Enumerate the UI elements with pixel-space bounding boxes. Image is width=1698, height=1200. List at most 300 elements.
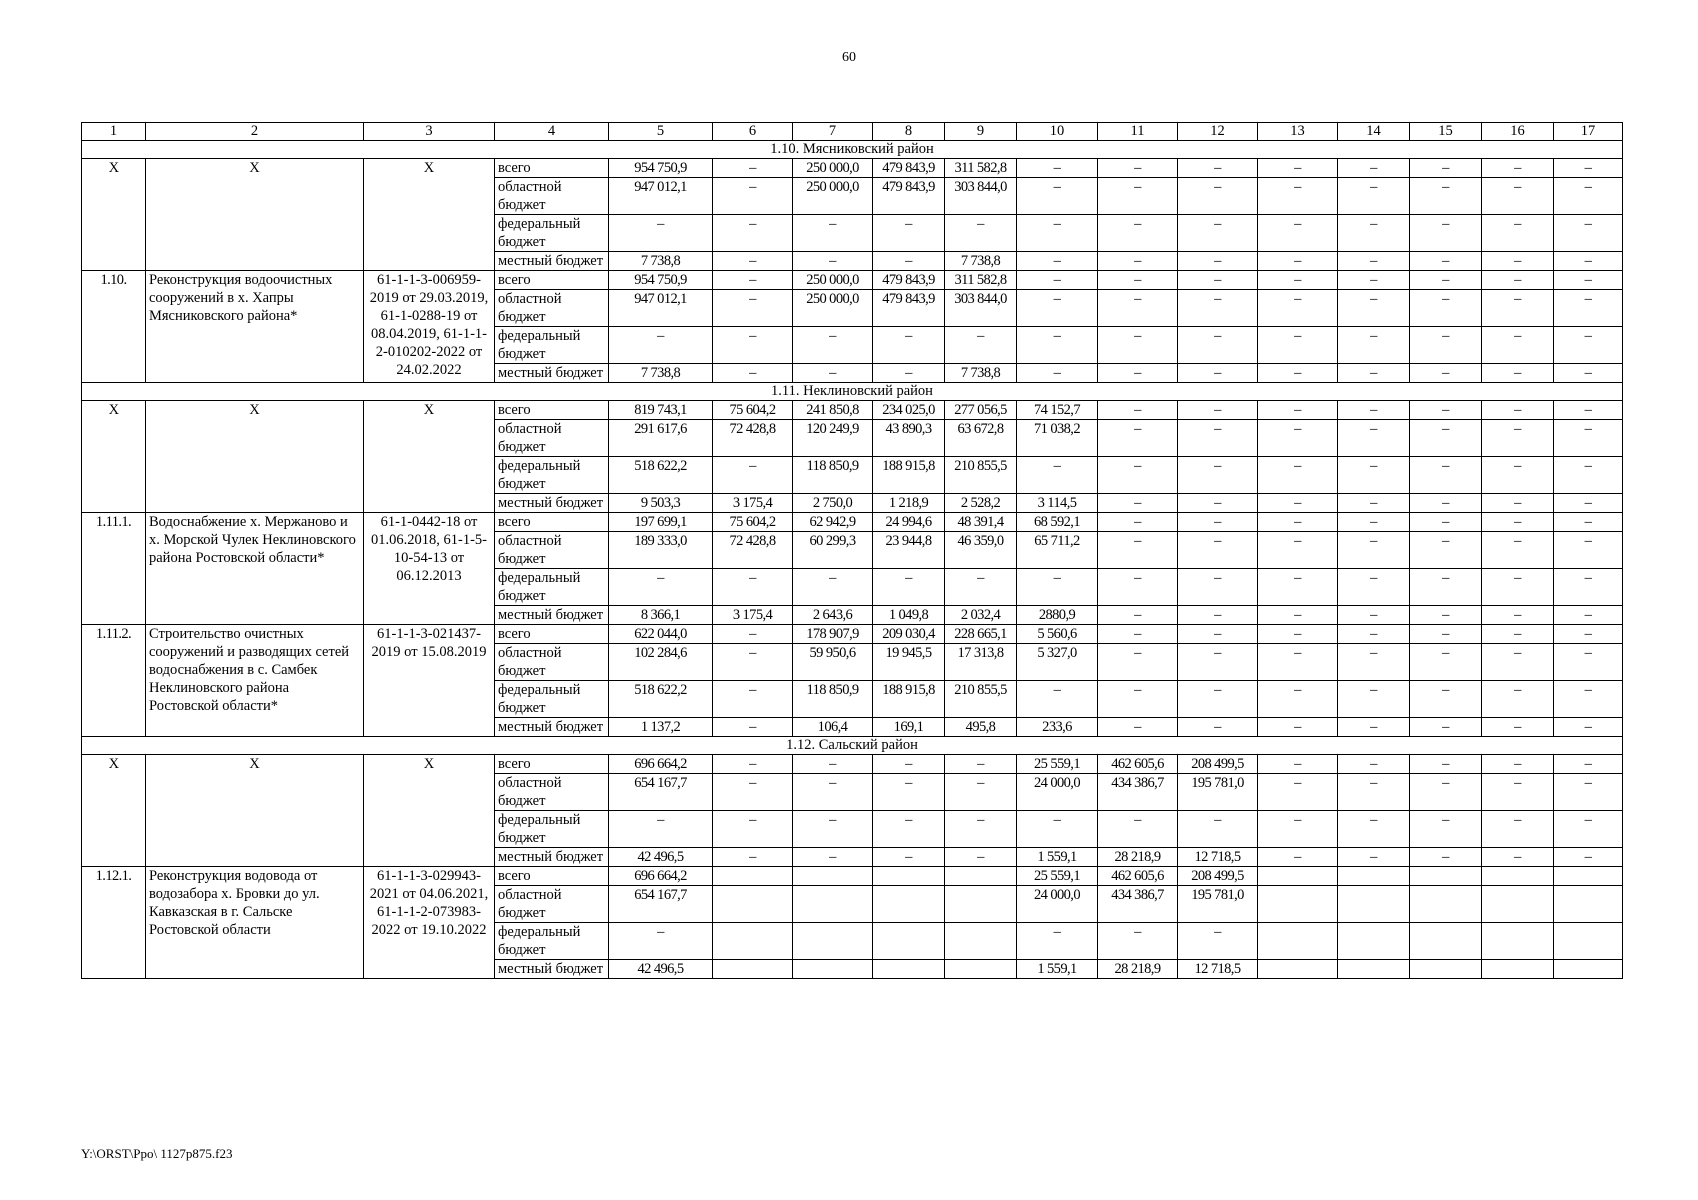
value-cell: – <box>1098 364 1178 383</box>
value-cell: – <box>713 290 793 327</box>
value-cell: – <box>1017 457 1098 494</box>
value-cell: 311 582,8 <box>945 159 1017 178</box>
section-title: 1.12. Сальский район <box>82 737 1623 755</box>
object-name: Х <box>146 159 364 271</box>
row-number: Х <box>82 401 146 513</box>
column-number-cell: 5 <box>609 123 713 141</box>
value-cell: – <box>1178 923 1258 960</box>
value-cell: 303 844,0 <box>945 290 1017 327</box>
row-number: Х <box>82 755 146 867</box>
value-cell: – <box>1017 364 1098 383</box>
value-cell: 7 738,8 <box>609 252 713 271</box>
value-cell: 1 137,2 <box>609 718 713 737</box>
funding-category: всего <box>495 625 609 644</box>
value-cell: 654 167,7 <box>609 886 713 923</box>
value-cell: – <box>1410 494 1482 513</box>
value-cell: – <box>713 271 793 290</box>
value-cell: – <box>1017 252 1098 271</box>
value-cell: – <box>1554 569 1623 606</box>
value-cell: 72 428,8 <box>713 532 793 569</box>
value-cell <box>793 886 873 923</box>
value-cell: – <box>1338 178 1410 215</box>
value-cell: – <box>1482 290 1554 327</box>
document-reference: Х <box>364 755 495 867</box>
value-cell: 210 855,5 <box>945 681 1017 718</box>
column-number-cell: 9 <box>945 123 1017 141</box>
value-cell: – <box>1338 420 1410 457</box>
value-cell: 48 391,4 <box>945 513 1017 532</box>
value-cell: – <box>1338 681 1410 718</box>
value-cell: 947 012,1 <box>609 290 713 327</box>
value-cell: – <box>1178 252 1258 271</box>
value-cell: 228 665,1 <box>945 625 1017 644</box>
value-cell: – <box>609 569 713 606</box>
object-name: Х <box>146 401 364 513</box>
object-name: Водоснабжение х. Мержаново и х. Морской Чулек Неклиновского района Ростовской области* <box>146 513 364 625</box>
value-cell: – <box>713 215 793 252</box>
value-cell: – <box>1410 364 1482 383</box>
value-cell: – <box>873 811 945 848</box>
funding-category: областной бюджет <box>495 886 609 923</box>
value-cell <box>713 886 793 923</box>
value-cell: 208 499,5 <box>1178 755 1258 774</box>
value-cell: – <box>1554 401 1623 420</box>
section-header-row <box>82 141 1623 159</box>
value-cell: 197 699,1 <box>609 513 713 532</box>
value-cell: – <box>1178 644 1258 681</box>
funding-category: местный бюджет <box>495 960 609 979</box>
value-cell: – <box>713 327 793 364</box>
value-cell: 195 781,0 <box>1178 886 1258 923</box>
value-cell: – <box>1258 681 1338 718</box>
value-cell <box>945 867 1017 886</box>
value-cell: 178 907,9 <box>793 625 873 644</box>
value-cell: – <box>1554 606 1623 625</box>
value-cell: – <box>713 569 793 606</box>
value-cell: – <box>1178 290 1258 327</box>
value-cell: – <box>1554 159 1623 178</box>
value-cell: 518 622,2 <box>609 457 713 494</box>
value-cell: 106,4 <box>793 718 873 737</box>
value-cell: 954 750,9 <box>609 159 713 178</box>
document-reference: 61-1-1-3-029943-2021 от 04.06.2021, 61-1-1-2-073983-2022 от 19.10.2022 <box>364 867 495 979</box>
value-cell: – <box>1482 178 1554 215</box>
section-header-row <box>82 383 1623 401</box>
value-cell: 1 559,1 <box>1017 960 1098 979</box>
value-cell: 42 496,5 <box>609 848 713 867</box>
value-cell <box>945 923 1017 960</box>
value-cell: – <box>1554 513 1623 532</box>
value-cell: – <box>1554 625 1623 644</box>
table-row <box>82 271 1623 290</box>
value-cell: – <box>793 755 873 774</box>
value-cell: 12 718,5 <box>1178 960 1258 979</box>
funding-category: областной бюджет <box>495 644 609 681</box>
value-cell: 303 844,0 <box>945 178 1017 215</box>
value-cell: – <box>1178 513 1258 532</box>
column-number-cell: 14 <box>1338 123 1410 141</box>
row-number: Х <box>82 159 146 271</box>
value-cell: – <box>1178 718 1258 737</box>
value-cell: 2880,9 <box>1017 606 1098 625</box>
value-cell: – <box>609 923 713 960</box>
value-cell: 65 711,2 <box>1017 532 1098 569</box>
value-cell: – <box>1338 718 1410 737</box>
value-cell: – <box>1258 271 1338 290</box>
value-cell: – <box>1017 215 1098 252</box>
value-cell <box>1338 923 1410 960</box>
value-cell: 947 012,1 <box>609 178 713 215</box>
value-cell <box>793 960 873 979</box>
value-cell: – <box>1178 327 1258 364</box>
value-cell <box>873 960 945 979</box>
column-number-cell: 10 <box>1017 123 1098 141</box>
value-cell: 75 604,2 <box>713 513 793 532</box>
value-cell: – <box>873 569 945 606</box>
value-cell: – <box>1098 271 1178 290</box>
funding-category: всего <box>495 401 609 420</box>
value-cell: – <box>1554 532 1623 569</box>
value-cell: – <box>1410 159 1482 178</box>
value-cell: – <box>1482 420 1554 457</box>
value-cell: – <box>1554 271 1623 290</box>
value-cell: 12 718,5 <box>1178 848 1258 867</box>
value-cell: – <box>1410 569 1482 606</box>
value-cell: – <box>713 159 793 178</box>
value-cell: 28 218,9 <box>1098 848 1178 867</box>
document-reference: 61-1-1-3-021437-2019 от 15.08.2019 <box>364 625 495 737</box>
value-cell: 479 843,9 <box>873 290 945 327</box>
value-cell: – <box>1482 811 1554 848</box>
value-cell: – <box>1410 420 1482 457</box>
value-cell: 120 249,9 <box>793 420 873 457</box>
value-cell <box>1258 960 1338 979</box>
value-cell <box>1258 886 1338 923</box>
value-cell: – <box>1338 494 1410 513</box>
value-cell: – <box>1017 159 1098 178</box>
value-cell: – <box>793 848 873 867</box>
value-cell: – <box>873 848 945 867</box>
value-cell: 479 843,9 <box>873 271 945 290</box>
value-cell: – <box>1258 606 1338 625</box>
value-cell: 234 025,0 <box>873 401 945 420</box>
value-cell: – <box>1410 718 1482 737</box>
funding-category: всего <box>495 271 609 290</box>
value-cell: – <box>793 252 873 271</box>
value-cell <box>1338 960 1410 979</box>
value-cell: – <box>945 215 1017 252</box>
value-cell: – <box>1554 811 1623 848</box>
value-cell <box>1482 923 1554 960</box>
row-number: 1.10. <box>82 271 146 383</box>
value-cell: – <box>1338 457 1410 494</box>
value-cell: 19 945,5 <box>873 644 945 681</box>
value-cell <box>793 867 873 886</box>
funding-category: местный бюджет <box>495 364 609 383</box>
value-cell: 42 496,5 <box>609 960 713 979</box>
value-cell: – <box>1410 178 1482 215</box>
value-cell: 434 386,7 <box>1098 774 1178 811</box>
value-cell: – <box>793 327 873 364</box>
value-cell: – <box>1098 252 1178 271</box>
value-cell: 75 604,2 <box>713 401 793 420</box>
value-cell: – <box>1178 457 1258 494</box>
value-cell: 24 000,0 <box>1017 774 1098 811</box>
value-cell: 24 000,0 <box>1017 886 1098 923</box>
value-cell: – <box>1178 681 1258 718</box>
value-cell: – <box>1017 681 1098 718</box>
value-cell: – <box>1178 159 1258 178</box>
table-row <box>82 755 1623 774</box>
table-row <box>82 513 1623 532</box>
value-cell <box>1482 886 1554 923</box>
value-cell: – <box>1017 569 1098 606</box>
value-cell <box>1258 867 1338 886</box>
document-reference: 61-1-1-3-006959-2019 от 29.03.2019, 61-1-0288-19 от 08.04.2019, 61-1-1-2-010202-2022 от 24.02.2022 <box>364 271 495 383</box>
value-cell: 169,1 <box>873 718 945 737</box>
column-number-cell: 12 <box>1178 123 1258 141</box>
value-cell: – <box>1258 364 1338 383</box>
value-cell: – <box>1554 215 1623 252</box>
value-cell: – <box>793 569 873 606</box>
funding-category: областной бюджет <box>495 532 609 569</box>
value-cell: 9 503,3 <box>609 494 713 513</box>
value-cell: – <box>1482 271 1554 290</box>
value-cell: – <box>945 774 1017 811</box>
value-cell: 102 284,6 <box>609 644 713 681</box>
value-cell: 462 605,6 <box>1098 867 1178 886</box>
value-cell: – <box>1178 494 1258 513</box>
value-cell: 25 559,1 <box>1017 755 1098 774</box>
funding-category: всего <box>495 867 609 886</box>
value-cell: – <box>1258 644 1338 681</box>
value-cell <box>713 960 793 979</box>
value-cell: – <box>793 774 873 811</box>
value-cell: – <box>1482 532 1554 569</box>
value-cell <box>1554 923 1623 960</box>
value-cell: – <box>1554 494 1623 513</box>
table-body <box>82 123 1623 979</box>
column-number-cell: 15 <box>1410 123 1482 141</box>
table-row <box>82 867 1623 886</box>
value-cell <box>1410 886 1482 923</box>
value-cell: 434 386,7 <box>1098 886 1178 923</box>
value-cell: – <box>713 811 793 848</box>
value-cell: – <box>1098 159 1178 178</box>
footer-file-path: Y:\ORST\Ppo\ 1127p875.f23 <box>81 1146 233 1161</box>
value-cell: 71 038,2 <box>1017 420 1098 457</box>
value-cell <box>1410 960 1482 979</box>
value-cell: – <box>1017 811 1098 848</box>
value-cell: – <box>873 327 945 364</box>
funding-category: всего <box>495 159 609 178</box>
value-cell: – <box>1482 718 1554 737</box>
value-cell: – <box>1338 774 1410 811</box>
value-cell: – <box>1482 252 1554 271</box>
value-cell: 2 750,0 <box>793 494 873 513</box>
funding-category: областной бюджет <box>495 774 609 811</box>
value-cell: – <box>1554 718 1623 737</box>
value-cell: 1 218,9 <box>873 494 945 513</box>
object-name: Реконструкция водовода от водозабора х. Бровки до ул. Кавказская в г. Сальске Ростовской области <box>146 867 364 979</box>
document-reference: Х <box>364 159 495 271</box>
value-cell: – <box>1258 215 1338 252</box>
value-cell: – <box>1178 606 1258 625</box>
column-number-cell: 17 <box>1554 123 1623 141</box>
value-cell: – <box>609 327 713 364</box>
column-number-cell: 11 <box>1098 123 1178 141</box>
value-cell: – <box>713 848 793 867</box>
value-cell: 954 750,9 <box>609 271 713 290</box>
value-cell <box>1554 886 1623 923</box>
value-cell: – <box>1338 644 1410 681</box>
value-cell <box>945 960 1017 979</box>
column-number-cell: 4 <box>495 123 609 141</box>
column-number-cell: 7 <box>793 123 873 141</box>
value-cell: – <box>1338 625 1410 644</box>
value-cell <box>1482 960 1554 979</box>
value-cell: – <box>713 252 793 271</box>
value-cell: 250 000,0 <box>793 271 873 290</box>
value-cell: – <box>713 364 793 383</box>
value-cell: – <box>1338 848 1410 867</box>
value-cell: 462 605,6 <box>1098 755 1178 774</box>
value-cell: 2 528,2 <box>945 494 1017 513</box>
value-cell: – <box>1098 532 1178 569</box>
value-cell: – <box>713 625 793 644</box>
value-cell: – <box>1410 811 1482 848</box>
value-cell: – <box>713 681 793 718</box>
value-cell: – <box>1410 290 1482 327</box>
column-number-cell: 6 <box>713 123 793 141</box>
value-cell: – <box>1554 327 1623 364</box>
value-cell: 479 843,9 <box>873 159 945 178</box>
value-cell: – <box>873 364 945 383</box>
value-cell: 1 049,8 <box>873 606 945 625</box>
value-cell: – <box>1098 494 1178 513</box>
value-cell: – <box>793 364 873 383</box>
table-row <box>82 401 1623 420</box>
value-cell: – <box>1017 178 1098 215</box>
column-number-cell: 2 <box>146 123 364 141</box>
value-cell: – <box>1338 271 1410 290</box>
value-cell: 311 582,8 <box>945 271 1017 290</box>
value-cell: – <box>1258 327 1338 364</box>
value-cell: – <box>1410 271 1482 290</box>
value-cell: – <box>1098 625 1178 644</box>
object-name: Реконструкция водоочистных сооружений в х. Хапры Мясниковского района* <box>146 271 364 383</box>
value-cell: – <box>1017 923 1098 960</box>
value-cell: – <box>945 327 1017 364</box>
value-cell: 241 850,8 <box>793 401 873 420</box>
value-cell: – <box>713 457 793 494</box>
value-cell: 1 559,1 <box>1017 848 1098 867</box>
value-cell: 118 850,9 <box>793 457 873 494</box>
value-cell: 7 738,8 <box>945 364 1017 383</box>
row-number: 1.11.1. <box>82 513 146 625</box>
value-cell: 3 114,5 <box>1017 494 1098 513</box>
funding-category: местный бюджет <box>495 718 609 737</box>
value-cell: 495,8 <box>945 718 1017 737</box>
funding-category: федеральный бюджет <box>495 811 609 848</box>
value-cell: – <box>1098 290 1178 327</box>
value-cell: 59 950,6 <box>793 644 873 681</box>
value-cell: – <box>1178 401 1258 420</box>
value-cell: – <box>1410 755 1482 774</box>
value-cell: 2 643,6 <box>793 606 873 625</box>
value-cell: – <box>1482 327 1554 364</box>
value-cell: – <box>1482 681 1554 718</box>
column-number-cell: 16 <box>1482 123 1554 141</box>
value-cell: – <box>1258 569 1338 606</box>
value-cell: – <box>1098 606 1178 625</box>
value-cell: 233,6 <box>1017 718 1098 737</box>
value-cell: 72 428,8 <box>713 420 793 457</box>
value-cell: 17 313,8 <box>945 644 1017 681</box>
value-cell: – <box>1554 252 1623 271</box>
value-cell: – <box>1338 159 1410 178</box>
value-cell: – <box>1554 364 1623 383</box>
value-cell: – <box>1258 513 1338 532</box>
value-cell: 250 000,0 <box>793 159 873 178</box>
value-cell: 118 850,9 <box>793 681 873 718</box>
column-number-cell: 1 <box>82 123 146 141</box>
value-cell: – <box>1258 532 1338 569</box>
value-cell: – <box>1098 457 1178 494</box>
value-cell: – <box>945 755 1017 774</box>
value-cell: 8 366,1 <box>609 606 713 625</box>
value-cell: 189 333,0 <box>609 532 713 569</box>
document-reference: 61-1-0442-18 от 01.06.2018, 61-1-5-10-54-13 от 06.12.2013 <box>364 513 495 625</box>
value-cell: – <box>1098 178 1178 215</box>
value-cell: – <box>1410 457 1482 494</box>
value-cell: – <box>1338 606 1410 625</box>
value-cell: – <box>1410 848 1482 867</box>
value-cell: – <box>1338 215 1410 252</box>
funding-category: федеральный бюджет <box>495 569 609 606</box>
value-cell: – <box>1098 569 1178 606</box>
value-cell: – <box>1554 774 1623 811</box>
value-cell: – <box>1098 401 1178 420</box>
value-cell: – <box>1554 178 1623 215</box>
value-cell: – <box>1482 625 1554 644</box>
row-number: 1.12.1. <box>82 867 146 979</box>
value-cell: – <box>1258 159 1338 178</box>
value-cell: – <box>873 755 945 774</box>
funding-category: областной бюджет <box>495 178 609 215</box>
value-cell: – <box>1410 681 1482 718</box>
value-cell: – <box>1017 271 1098 290</box>
value-cell: – <box>873 215 945 252</box>
value-cell: – <box>1258 178 1338 215</box>
value-cell: – <box>1258 848 1338 867</box>
value-cell: 188 915,8 <box>873 457 945 494</box>
value-cell: – <box>1178 532 1258 569</box>
value-cell: 68 592,1 <box>1017 513 1098 532</box>
value-cell: – <box>609 215 713 252</box>
value-cell: – <box>873 252 945 271</box>
value-cell: – <box>1554 848 1623 867</box>
value-cell <box>713 867 793 886</box>
value-cell: – <box>1338 252 1410 271</box>
value-cell: – <box>1098 718 1178 737</box>
value-cell: 7 738,8 <box>609 364 713 383</box>
value-cell: – <box>713 718 793 737</box>
value-cell <box>873 923 945 960</box>
value-cell: 250 000,0 <box>793 178 873 215</box>
budget-table <box>81 122 1623 979</box>
value-cell: – <box>1482 401 1554 420</box>
